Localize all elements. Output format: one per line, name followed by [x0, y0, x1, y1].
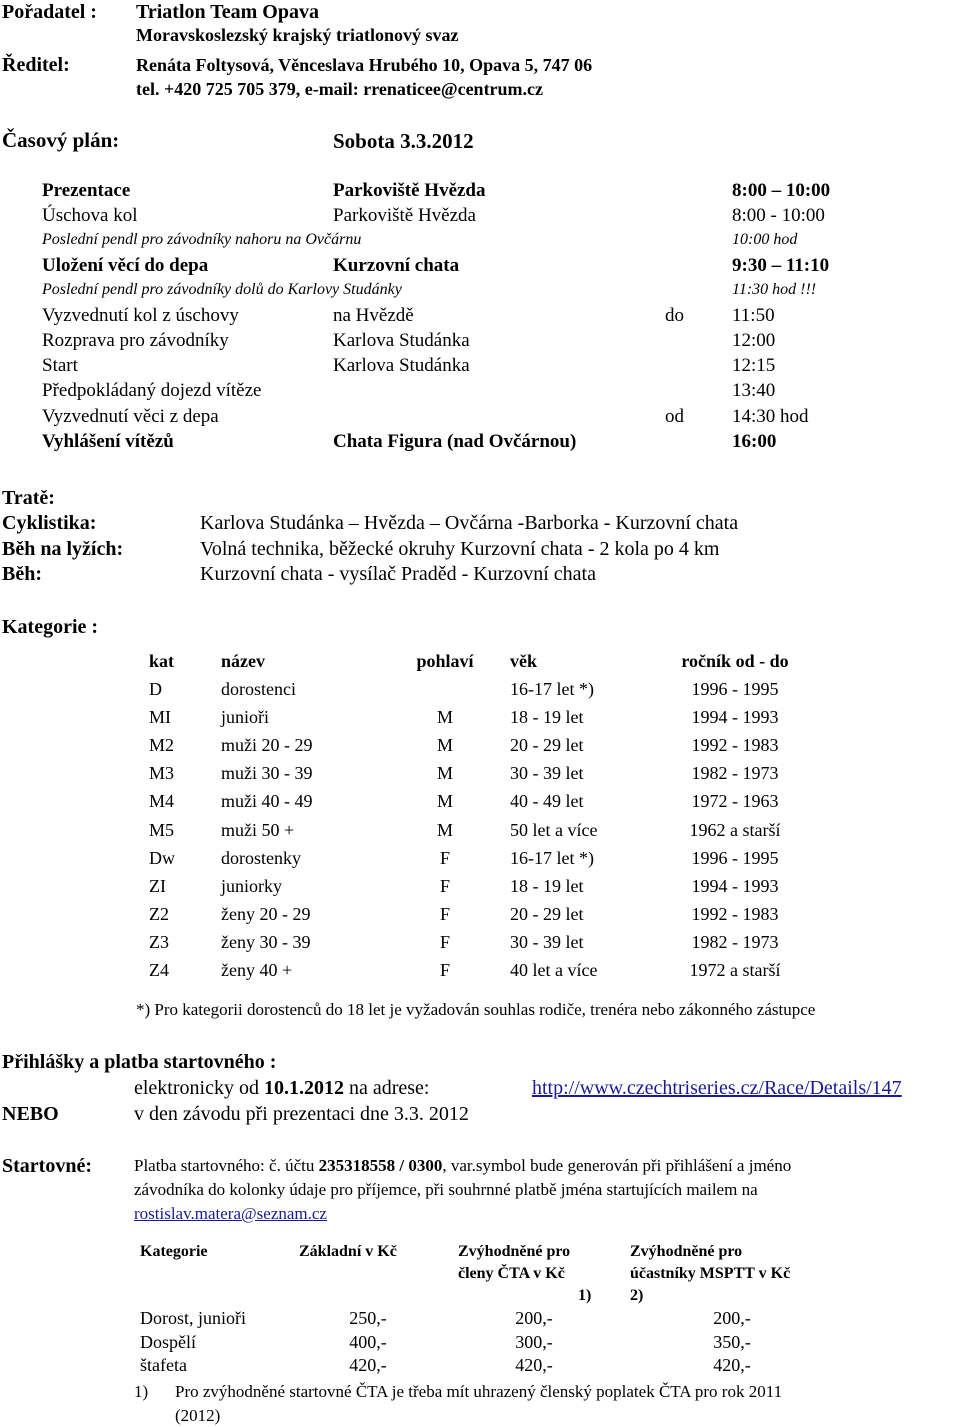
registration-address-text: na adrese:: [343, 1077, 430, 1099]
categories-cell: 1996 - 1995: [691, 847, 779, 868]
categories-cell: muži 40 - 49: [221, 791, 313, 812]
timeplan-label: Časový plán:: [2, 128, 120, 152]
categories-cell: 1982 - 1973: [691, 931, 779, 952]
timeplan-place: Parkoviště Hvězda: [333, 180, 486, 201]
categories-cell: 18 - 19 let: [510, 707, 584, 728]
price-header-msptt-3: 2): [630, 1287, 644, 1304]
categories-cell: 20 - 29 let: [510, 735, 584, 756]
registration-link[interactable]: http://www.czechtriseries.cz/Race/Details/147: [532, 1077, 902, 1099]
categories-cell: M: [436, 819, 453, 840]
categories-header: kat: [149, 651, 175, 671]
categories-cell: ženy 20 - 29: [221, 903, 311, 924]
price-header-basic: Základní v Kč: [299, 1243, 397, 1260]
categories-cell: MI: [149, 707, 171, 728]
categories-label: Kategorie :: [2, 616, 99, 638]
timeplan-place: na Hvězdě: [333, 305, 414, 326]
categories-header: název: [221, 651, 265, 671]
timeplan-time: 11:50: [732, 305, 775, 326]
categories-cell: M3: [149, 763, 175, 784]
price-category: Dorost, junioři: [140, 1308, 246, 1328]
course-label: Běh:: [2, 563, 42, 585]
categories-header: pohlaví: [416, 651, 474, 671]
price-value: 420,-: [349, 1355, 387, 1375]
categories-cell: 40 let a více: [510, 960, 598, 980]
price-value: 420,-: [515, 1355, 553, 1375]
price-footnote-line-1: Pro zvýhodněné startovné ČTA je třeba mít uhrazený členský poplatek ČTA pro rok 2011: [175, 1382, 783, 1401]
timeplan-place: Chata Figura (nad Ovčárnou): [333, 431, 577, 452]
timeplan-prefix: od: [665, 406, 684, 427]
price-header-msptt-1: Zvýhodněné pro: [630, 1243, 743, 1260]
categories-cell: ženy 40 +: [221, 960, 293, 980]
fee-account-number: 235318558 / 0300: [318, 1156, 443, 1175]
course-route: Kurzovní chata - vysílač Praděd - Kurzovní chata: [200, 563, 596, 585]
timeplan-time: 11:30 hod !!!: [732, 281, 817, 298]
price-header-category: Kategorie: [140, 1243, 208, 1260]
course-route: Volná technika, běžecké okruhy Kurzovní chata - 2 kola po 4 km: [200, 538, 720, 560]
price-header-msptt-2: účastníky MSPTT v Kč: [630, 1265, 791, 1282]
timeplan-time: 12:00: [732, 330, 776, 351]
registration-start-date: 10.1.2012: [263, 1077, 344, 1099]
timeplan-time: 8:00 - 10:00: [732, 205, 825, 226]
categories-cell: M: [436, 707, 453, 728]
organizer-federation: Moravskoslezský krajský triatlonový svaz: [136, 25, 459, 45]
categories-cell: 1994 - 1993: [691, 875, 779, 896]
courses-label: Tratě:: [2, 487, 55, 509]
categories-cell: 1982 - 1973: [691, 763, 779, 784]
categories-cell: F: [439, 903, 450, 924]
categories-cell: juniorky: [221, 875, 282, 896]
timeplan-event: Úschova kol: [42, 205, 138, 226]
price-header-cta-1: Zvýhodněné pro: [458, 1243, 571, 1260]
fee-payment-text: Platba startovného: č. účtu: [134, 1156, 319, 1175]
price-value: 400,-: [349, 1332, 387, 1352]
registration-online-text: elektronicky od: [134, 1077, 264, 1099]
price-value: 420,-: [713, 1355, 751, 1375]
categories-cell: F: [439, 960, 450, 980]
categories-cell: 30 - 39 let: [510, 931, 584, 952]
director-label: Ředitel:: [2, 54, 70, 76]
categories-cell: 1972 - 1963: [691, 791, 779, 812]
categories-cell: M5: [149, 819, 175, 840]
director-address: Renáta Foltysová, Věnceslava Hrubého 10, Opava 5, 747 06: [136, 55, 593, 75]
categories-cell: 16-17 let *): [510, 679, 594, 699]
price-value: 300,-: [515, 1332, 553, 1352]
categories-cell: muži 50 +: [221, 819, 295, 840]
price-category: štafeta: [140, 1355, 187, 1375]
timeplan-time: 12:15: [732, 355, 776, 376]
timeplan-event: Vyzvednutí kol z úschovy: [42, 305, 239, 326]
price-category: Dospělí: [140, 1332, 196, 1352]
timeplan-date: Sobota 3.3.2012: [333, 129, 474, 153]
timeplan-time: 13:40: [732, 380, 776, 401]
timeplan-time: 9:30 – 11:10: [732, 255, 830, 276]
categories-cell: muži 30 - 39: [221, 763, 313, 784]
timeplan-place: Kurzovní chata: [333, 255, 460, 276]
price-header-cta-2: členy ČTA v Kč: [458, 1265, 565, 1282]
price-value: 200,-: [515, 1308, 553, 1328]
categories-cell: M: [436, 791, 453, 812]
categories-cell: ZI: [149, 875, 166, 896]
categories-header: ročník od - do: [681, 651, 789, 671]
categories-header: věk: [510, 651, 537, 671]
registration-or-label: NEBO: [2, 1103, 59, 1125]
organizer-label: Pořadatel :: [2, 1, 97, 23]
fee-payment-line: [134, 1157, 791, 1174]
course-route: Karlova Studánka – Hvězda – Ovčárna -Barborka - Kurzovní chata: [200, 512, 739, 534]
registration-onsite: v den závodu při prezentaci dne 3.3. 2012: [134, 1103, 469, 1125]
price-footnote-line-2: (2012): [175, 1406, 221, 1425]
price-value: 200,-: [713, 1308, 751, 1328]
registration-label: Přihlášky a platba startovného :: [2, 1051, 277, 1073]
categories-cell: dorostenky: [221, 847, 301, 868]
categories-cell: M4: [149, 791, 175, 812]
categories-cell: Z3: [149, 931, 169, 952]
categories-cell: M2: [149, 735, 175, 756]
timeplan-event: Poslední pendl pro závodníky dolů do Karlovy Studánky: [42, 281, 402, 298]
fee-email-link[interactable]: rostislav.matera@seznam.cz: [134, 1204, 327, 1223]
timeplan-time: 8:00 – 10:00: [732, 180, 831, 201]
categories-cell: 1996 - 1995: [691, 679, 779, 699]
timeplan-event: Předpokládaný dojezd vítěze: [42, 380, 262, 401]
categories-cell: F: [439, 875, 450, 896]
categories-cell: F: [439, 931, 450, 952]
categories-cell: ženy 30 - 39: [221, 931, 311, 952]
price-footnote-number: 1): [134, 1382, 149, 1401]
categories-cell: 16-17 let *): [510, 847, 594, 868]
categories-cell: junioři: [221, 707, 269, 728]
price-value: 250,-: [349, 1308, 387, 1328]
timeplan-time: 16:00: [732, 431, 777, 452]
categories-cell: 20 - 29 let: [510, 903, 584, 924]
registration-online: [134, 1078, 429, 1098]
timeplan-event: Start: [42, 355, 78, 376]
timeplan-place: Karlova Studánka: [333, 330, 470, 351]
categories-cell: 1994 - 1993: [691, 707, 779, 728]
categories-cell: 1992 - 1983: [691, 735, 779, 756]
categories-cell: 40 - 49 let: [510, 791, 584, 812]
course-label: Běh na lyžích:: [2, 538, 124, 560]
organizer-name: Triatlon Team Opava: [136, 1, 319, 23]
categories-cell: M: [436, 735, 453, 756]
categories-cell: F: [439, 847, 450, 868]
timeplan-event: Prezentace: [42, 180, 131, 201]
timeplan-prefix: do: [665, 305, 684, 326]
timeplan-event: Vyhlášení vítězů: [42, 431, 174, 452]
categories-note: *) Pro kategorii dorostenců do 18 let je vyžadován souhlas rodiče, trenéra nebo zákonného zástupce: [136, 1000, 816, 1019]
categories-cell: Z2: [149, 903, 169, 924]
timeplan-event: Vyzvednutí věci z depa: [42, 406, 219, 427]
categories-cell: Z4: [149, 960, 169, 980]
categories-cell: 1992 - 1983: [691, 903, 779, 924]
timeplan-event: Poslední pendl pro závodníky nahoru na Ovčárnu: [42, 231, 362, 248]
price-value: 350,-: [713, 1332, 751, 1352]
categories-cell: dorostenci: [221, 679, 296, 699]
categories-cell: 1962 a starší: [689, 819, 781, 840]
categories-cell: D: [149, 679, 162, 699]
categories-cell: 1972 a starší: [689, 960, 781, 980]
categories-cell: muži 20 - 29: [221, 735, 313, 756]
timeplan-time: 14:30 hod: [732, 406, 809, 427]
fee-payment-text-2: , var.symbol bude generován při přihlášení a jméno: [442, 1156, 792, 1175]
director-contact: tel. +420 725 705 379, e-mail: rrenaticee@centrum.cz: [136, 79, 544, 99]
timeplan-place: Parkoviště Hvězda: [333, 205, 476, 226]
categories-cell: Dw: [149, 847, 175, 868]
categories-cell: 30 - 39 let: [510, 763, 584, 784]
timeplan-event: Uložení věcí do depa: [42, 255, 209, 276]
timeplan-event: Rozprava pro závodníky: [42, 330, 229, 351]
price-header-cta-3: 1): [578, 1287, 592, 1304]
categories-cell: M: [436, 763, 453, 784]
fee-payment-line-2: závodníka do kolonky údaje pro příjemce, při souhrnné platbě jména startujících mailem na: [134, 1180, 758, 1199]
fee-label: Startovné:: [2, 1155, 92, 1177]
course-label: Cyklistika:: [2, 512, 97, 534]
categories-cell: 50 let a více: [510, 819, 598, 840]
timeplan-time: 10:00 hod: [732, 231, 798, 248]
timeplan-place: Karlova Studánka: [333, 355, 470, 376]
categories-cell: 18 - 19 let: [510, 875, 584, 896]
